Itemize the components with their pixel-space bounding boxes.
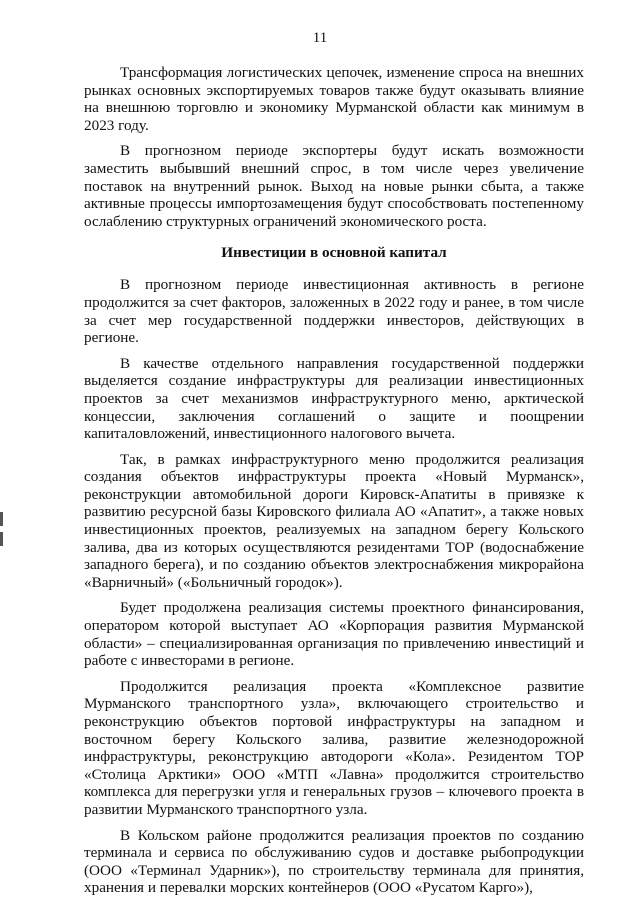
page-number: 11	[312, 30, 328, 46]
paragraph: В качестве отдельного направления государственной поддержки выделяется создание инфраструктуры для реализации инвестиционных проектов за счет механизмов инфраструктурного меню, арктической концессии, заключения соглашений о защите и поощрении капиталовложений, инвестиционного налогового вычета.	[84, 354, 584, 443]
paragraph: Трансформация логистических цепочек, изменение спроса на внешних рынках основных экспортируемых товаров также будут оказывать влияние на внешнюю торговлю и экономику Мурманской области как минимум в 2023 году.	[84, 64, 584, 134]
paragraph: Так, в рамках инфраструктурного меню продолжится реализация создания объектов инфраструктуры проекта «Новый Мурманск», реконструкции автомобильной дороги Кировск-Апатиты в привязке к развитию ресурсной базы Кировского филиала АО «Апатит», а также новых инвестиционных проектов, реализуемых на западном берегу Кольского залива, два из которых осуществляются резидентами ТОР (водоснабжение западного берега), и по созданию объектов электроснабжения микрорайона «Варничный» («Больничный городок»).	[84, 450, 584, 591]
binding-mark	[0, 512, 3, 526]
binding-mark	[0, 532, 3, 546]
paragraph: В прогнозном периоде экспортеры будут искать возможности заместить выбывший внешний спрос, в том числе через увеличение поставок на внутренний рынок. Выход на новые рынки сбыта, а также активные процессы импортозамещения будут способствовать постепенному ослаблению структурных ограничений экономического роста.	[84, 142, 584, 230]
section-heading: Инвестиции в основной капитал	[221, 244, 447, 262]
paragraph: Будет продолжена реализация системы проектного финансирования, оператором которой выступает АО «Корпорация развития Мурманской области» – специализированная организация по привлечению инвестиций и работе с инвесторами в регионе.	[84, 599, 584, 670]
paragraph: В Кольском районе продолжится реализация проектов по созданию терминала и сервиса по обслуживанию судов и доставке рыбопродукции (ООО «Терминал Ударник»), по строительству терминала для принятия, хранения и перевалки морских контейнеров (ООО «Русатом Карго»),	[84, 826, 584, 897]
document-body	[84, 64, 584, 905]
paragraph: В прогнозном периоде инвестиционная активность в регионе продолжится за счет факторов, заложенных в 2022 году и ранее, в том числе за счет мер государственной поддержки инвесторов, действующих в регионе.	[84, 276, 584, 347]
paragraph: Продолжится реализация проекта «Комплексное развитие Мурманского транспортного узла», включающего строительство и реконструкцию объектов портовой инфраструктуры на западном и восточном берегу Кольского залива, развитие железнодорожной инфраструктуры, реконструкцию автодороги «Кола». Резидентом ТОР «Столица Арктики» ООО «МТП «Лавна» продолжится строительство комплекса для перегрузки угля и генеральных грузов – ключевого проекта в развитии Мурманского транспортного узла.	[84, 677, 584, 818]
